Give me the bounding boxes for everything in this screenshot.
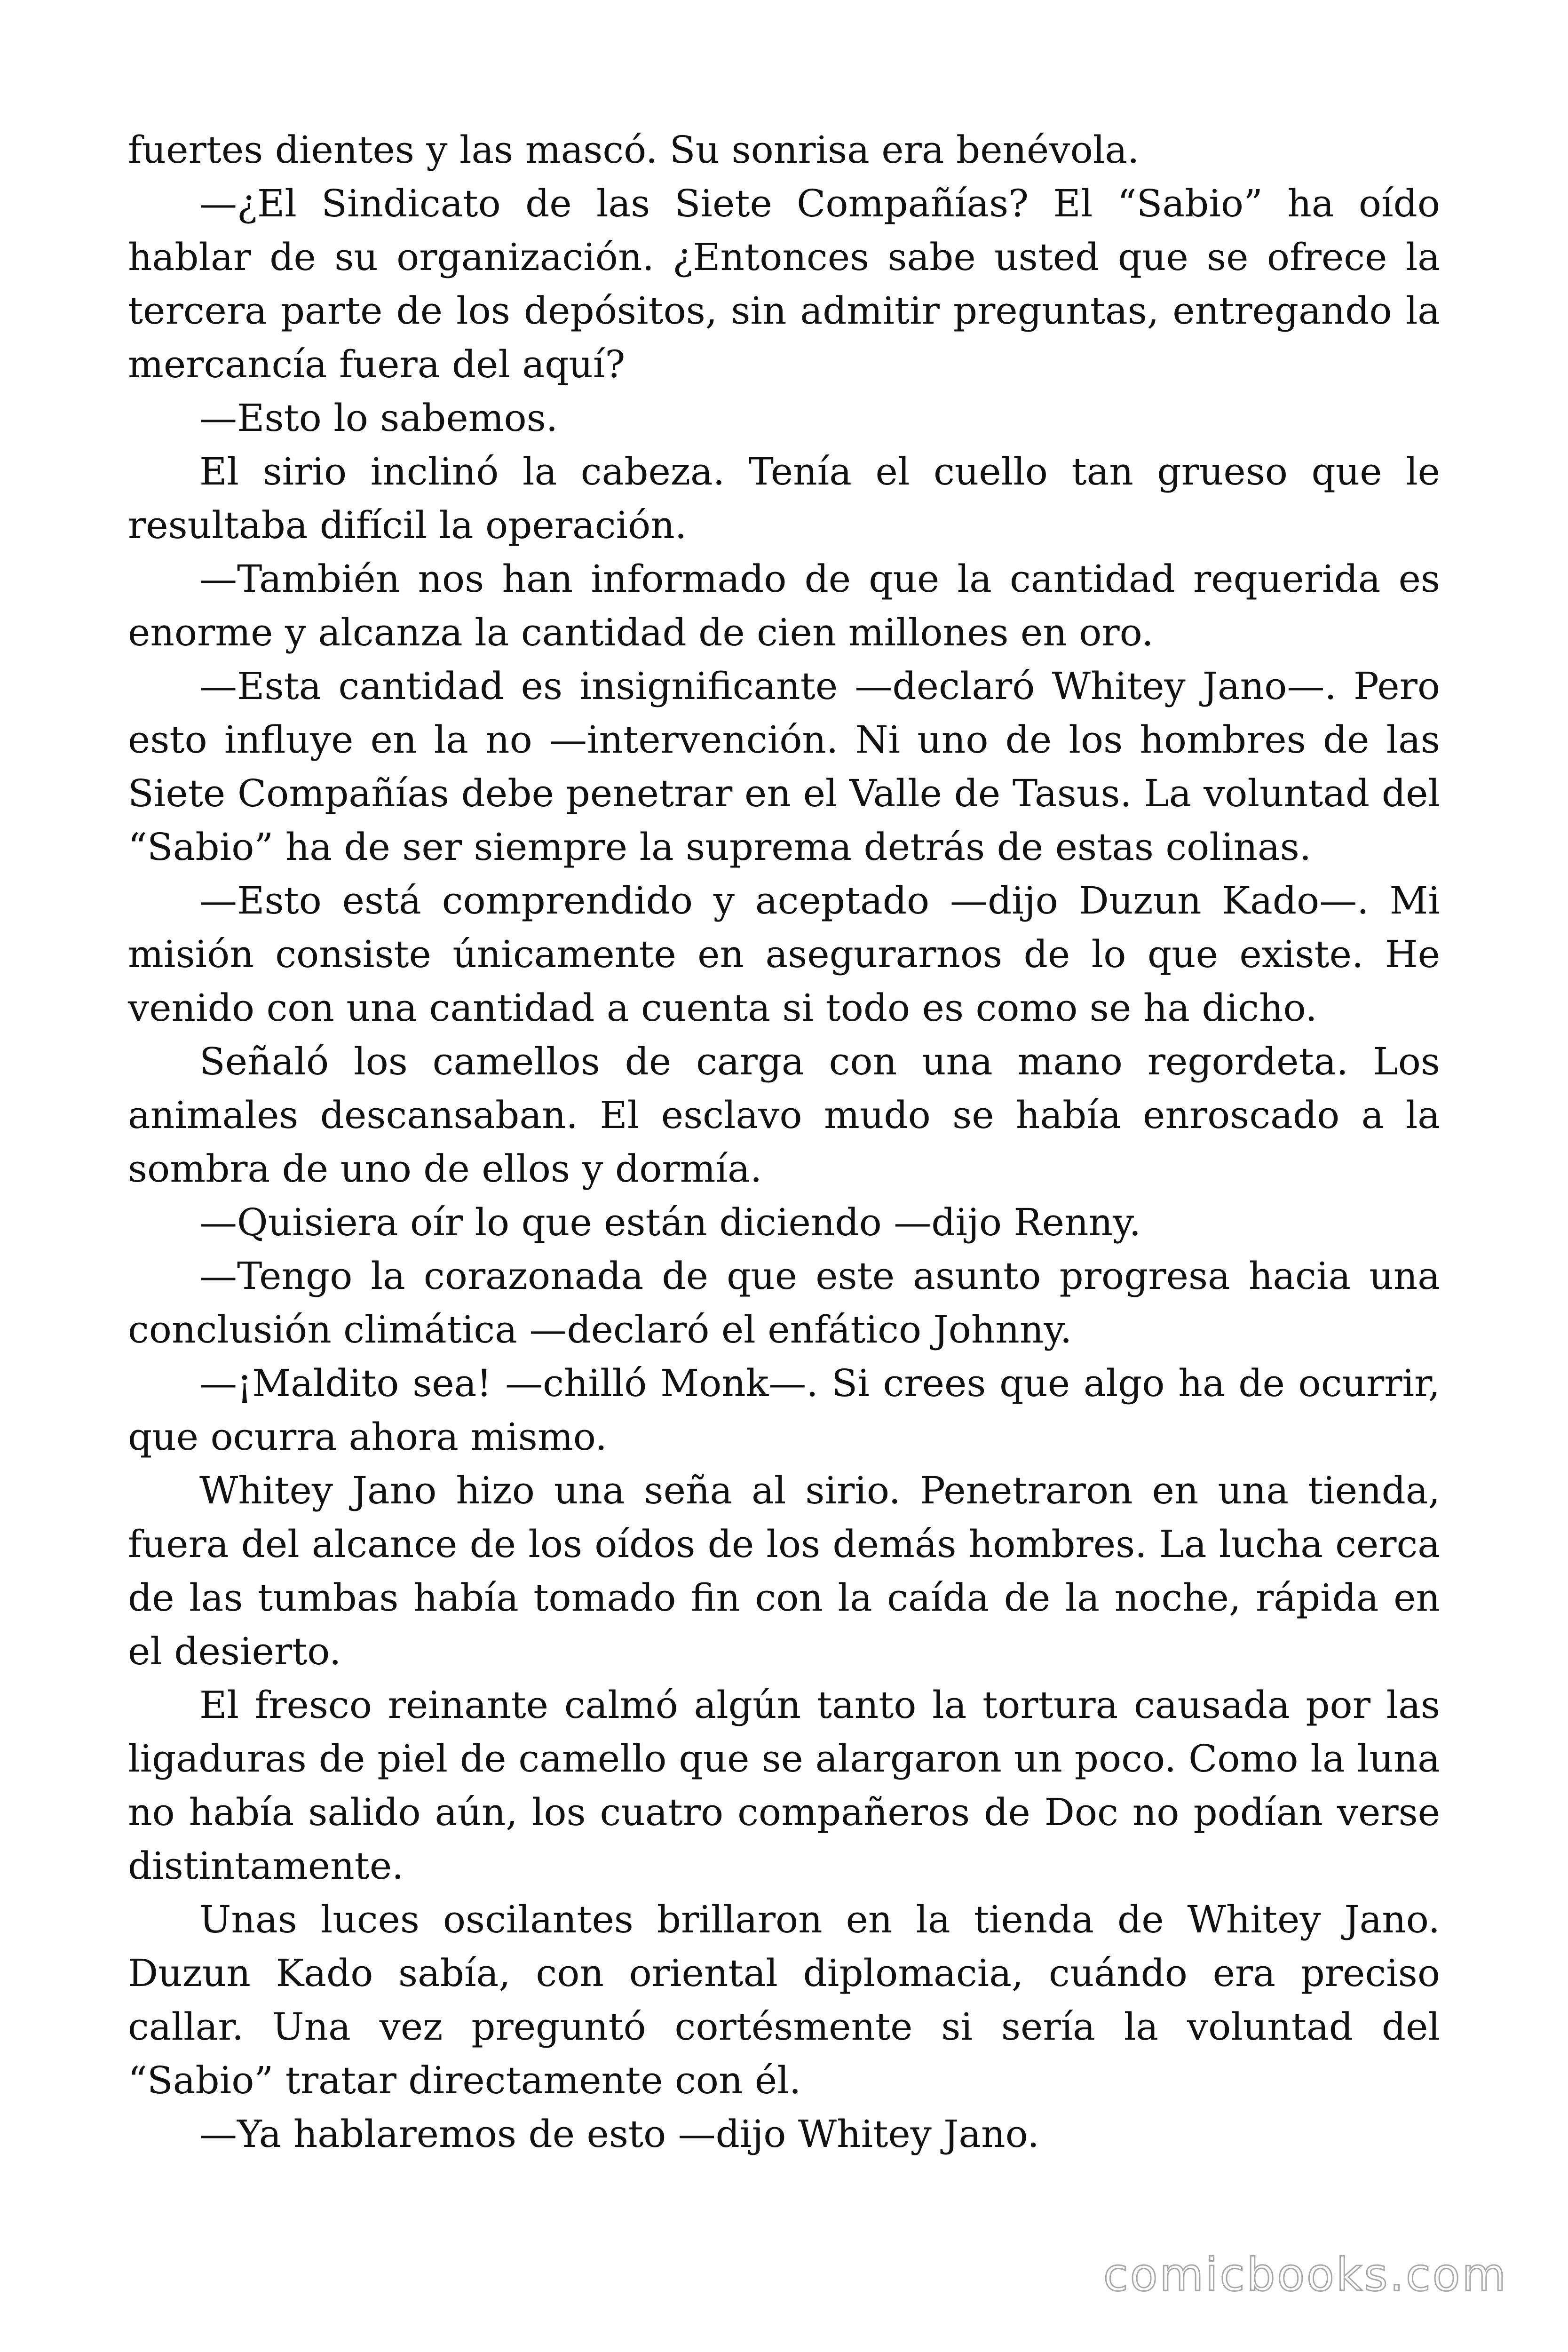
paragraph: —¡Maldito sea! —chilló Monk—. Si crees que algo ha de ocurrir, que ocurra ahora mismo. xyxy=(128,1361,1440,1459)
paragraph: El sirio inclinó la cabeza. Tenía el cuello tan grueso que le resultaba difícil la operación. xyxy=(128,450,1440,547)
paragraph: —Esto está comprendido y aceptado —dijo Duzun Kado—. Mi misión consiste únicamente en asegurarnos de lo que existe. He venido con una cantidad a cuenta si todo es como se ha dicho. xyxy=(128,879,1440,1030)
paragraph: —Esto lo sabemos. xyxy=(199,396,558,440)
paragraph: Señaló los camellos de carga con una mano regordeta. Los animales descansaban. El esclavo mudo se había enroscado a la sombra de uno de ellos y dormía. xyxy=(128,1040,1440,1191)
paragraph: —¿El Sindicato de las Siete Compañías? El “Sabio” ha oído hablar de su organización. ¿Entonces sabe usted que se ofrece la tercera parte de los depósitos, sin admitir preguntas, entregando la mercancía fuera del aquí? xyxy=(128,182,1440,386)
book-page-text xyxy=(128,123,1440,2161)
paragraph: —Tengo la corazonada de que este asunto progresa hacia una conclusión climática —declaró el enfático Johnny. xyxy=(128,1254,1440,1351)
paragraph: —Quisiera oír lo que están diciendo —dijo Renny. xyxy=(199,1200,1141,1244)
paragraph: —Ya hablaremos de esto —dijo Whitey Jano. xyxy=(199,2112,1039,2156)
watermark: comicbooks.com xyxy=(1103,2249,1508,2301)
paragraph: —Esta cantidad es insignificante —declaró Whitey Jano—. Pero esto influye en la no —intervención. Ni uno de los hombres de las Siete Compañías debe penetrar en el Valle de Tasus. La voluntad del “Sabio” ha de ser siempre la suprema detrás de estas colinas. xyxy=(128,664,1440,869)
paragraph: Whitey Jano hizo una seña al sirio. Penetraron en una tienda, fuera del alcance de los oídos de los demás hombres. La lucha cerca de las tumbas había tomado fin con la caída de la noche, rápida en el desierto. xyxy=(128,1469,1440,1673)
paragraph: Unas luces oscilantes brillaron en la tienda de Whitey Jano. Duzun Kado sabía, con oriental diplomacia, cuándo era preciso callar. Una vez preguntó cortésmente si sería la voluntad del “Sabio” tratar directamente con él. xyxy=(128,1898,1440,2102)
paragraph: El fresco reinante calmó algún tanto la tortura causada por las ligaduras de piel de camello que se alargaron un poco. Como la luna no había salido aún, los cuatro compañeros de Doc no podían verse distintamente. xyxy=(128,1683,1440,1888)
paragraph: —También nos han informado de que la cantidad requerida es enorme y alcanza la cantidad de cien millones en oro. xyxy=(128,557,1440,654)
paragraph: fuertes dientes y las mascó. Su sonrisa era benévola. xyxy=(128,128,1140,172)
